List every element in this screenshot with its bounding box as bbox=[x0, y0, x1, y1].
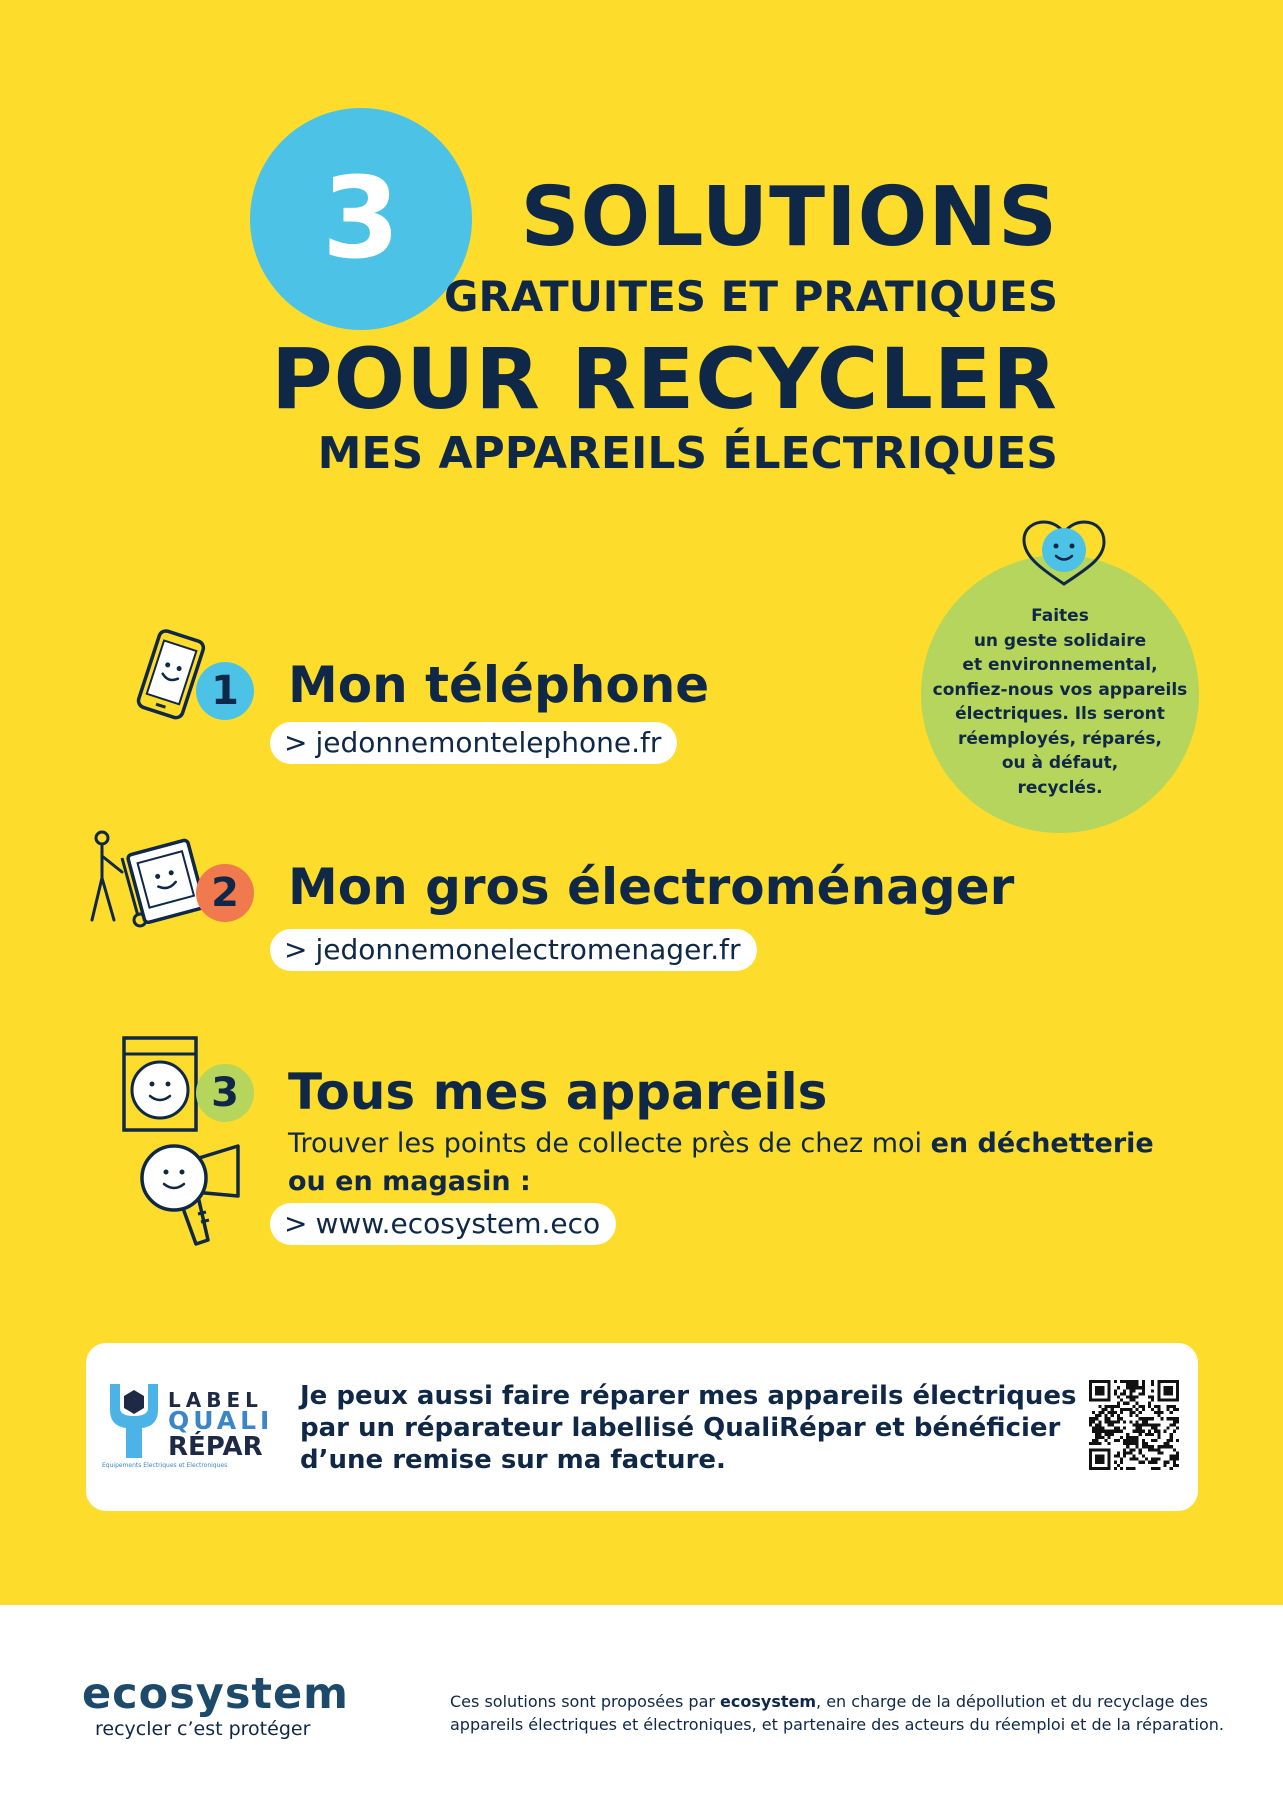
info-bubble-line: réemployés, réparés, bbox=[958, 728, 1162, 749]
info-bubble-line: et environnemental, bbox=[962, 655, 1158, 675]
qualirepar-text: Je peux aussi faire réparer mes appareils électriques par un réparateur labellisé QualiRépar et bénéficier d’une remise sur ma facture. bbox=[300, 1381, 1077, 1475]
footer-text-brand: ecosystem bbox=[720, 1692, 817, 1711]
solution-3-description bbox=[288, 1125, 1188, 1201]
hairdryer-icon bbox=[134, 1142, 244, 1250]
chevron-right-icon: > bbox=[284, 1207, 308, 1240]
qualirepar-logo-quali: QUALI bbox=[168, 1406, 274, 1435]
solution-2-link[interactable] bbox=[270, 929, 757, 971]
header-number: 3 bbox=[322, 154, 400, 284]
qr-code-icon[interactable] bbox=[1089, 1380, 1179, 1470]
info-bubble-line: recyclés. bbox=[1017, 777, 1103, 798]
info-bubble-text bbox=[921, 604, 1199, 800]
footer-text bbox=[450, 1690, 1240, 1736]
solution-3-title: Tous mes appareils bbox=[288, 1063, 828, 1121]
solution-3-desc-text: Trouver les points de collecte près de chez moi bbox=[288, 1128, 923, 1159]
ecosystem-tagline: recycler c’est protéger bbox=[95, 1718, 311, 1740]
header-subtitle-appareils: MES APPAREILS ÉLECTRIQUES bbox=[317, 428, 1058, 479]
info-bubble-line: électriques. Ils seront bbox=[955, 704, 1165, 724]
solution-3-link-text: www.ecosystem.eco bbox=[315, 1207, 601, 1240]
header-title-solutions: SOLUTIONS bbox=[520, 170, 1058, 265]
ecosystem-logo: ecosystem bbox=[82, 1669, 349, 1719]
footer-text-part: Ces solutions sont proposées par bbox=[450, 1692, 715, 1711]
footer-text-part: , en charge de la dépollution et du recyclage des appareils électriques et électroniques, et partenaire des acteurs du réemploi et de la réparation. bbox=[450, 1692, 1225, 1734]
solution-3-desc-bold: en déchetterie bbox=[930, 1128, 1154, 1159]
solution-3-link[interactable] bbox=[270, 1203, 616, 1245]
qualirepar-logo-subtitle: Équipements Électriques et Électroniques bbox=[102, 1462, 228, 1469]
info-bubble-line: un geste solidaire bbox=[973, 630, 1147, 651]
info-bubble-line: Faites bbox=[1031, 606, 1089, 626]
header-subtitle-gratuites: GRATUITES ET PRATIQUES bbox=[443, 272, 1058, 321]
solution-1-title: Mon téléphone bbox=[288, 656, 710, 714]
solution-1-link-text: jedonnemontelephone.fr bbox=[315, 726, 662, 759]
header-title-pour-recycler: POUR RECYCLER bbox=[271, 330, 1058, 428]
solution-1-link[interactable] bbox=[270, 722, 677, 764]
smiling-heart-icon bbox=[1020, 518, 1108, 588]
qualirepar-logo-icon bbox=[102, 1380, 166, 1460]
solution-2-badge: 2 bbox=[196, 864, 254, 922]
chevron-right-icon: > bbox=[284, 933, 308, 966]
qualirepar-logo-repar: RÉPAR bbox=[168, 1432, 263, 1462]
info-bubble-line: confiez-nous vos appareils bbox=[932, 679, 1188, 700]
solution-2-link-text: jedonnemonelectromenager.fr bbox=[315, 933, 741, 966]
solution-1-badge: 1 bbox=[196, 662, 254, 720]
solution-3-badge: 3 bbox=[196, 1064, 254, 1122]
qualirepar-logo-label: LABEL bbox=[168, 1388, 263, 1412]
solution-2-title: Mon gros électroménager bbox=[288, 858, 1015, 916]
info-bubble-line: ou à défaut, bbox=[1001, 753, 1119, 773]
appliance-trolley-icon bbox=[88, 828, 208, 928]
solution-3-desc-bold: ou en magasin : bbox=[288, 1166, 531, 1197]
chevron-right-icon: > bbox=[284, 726, 308, 759]
